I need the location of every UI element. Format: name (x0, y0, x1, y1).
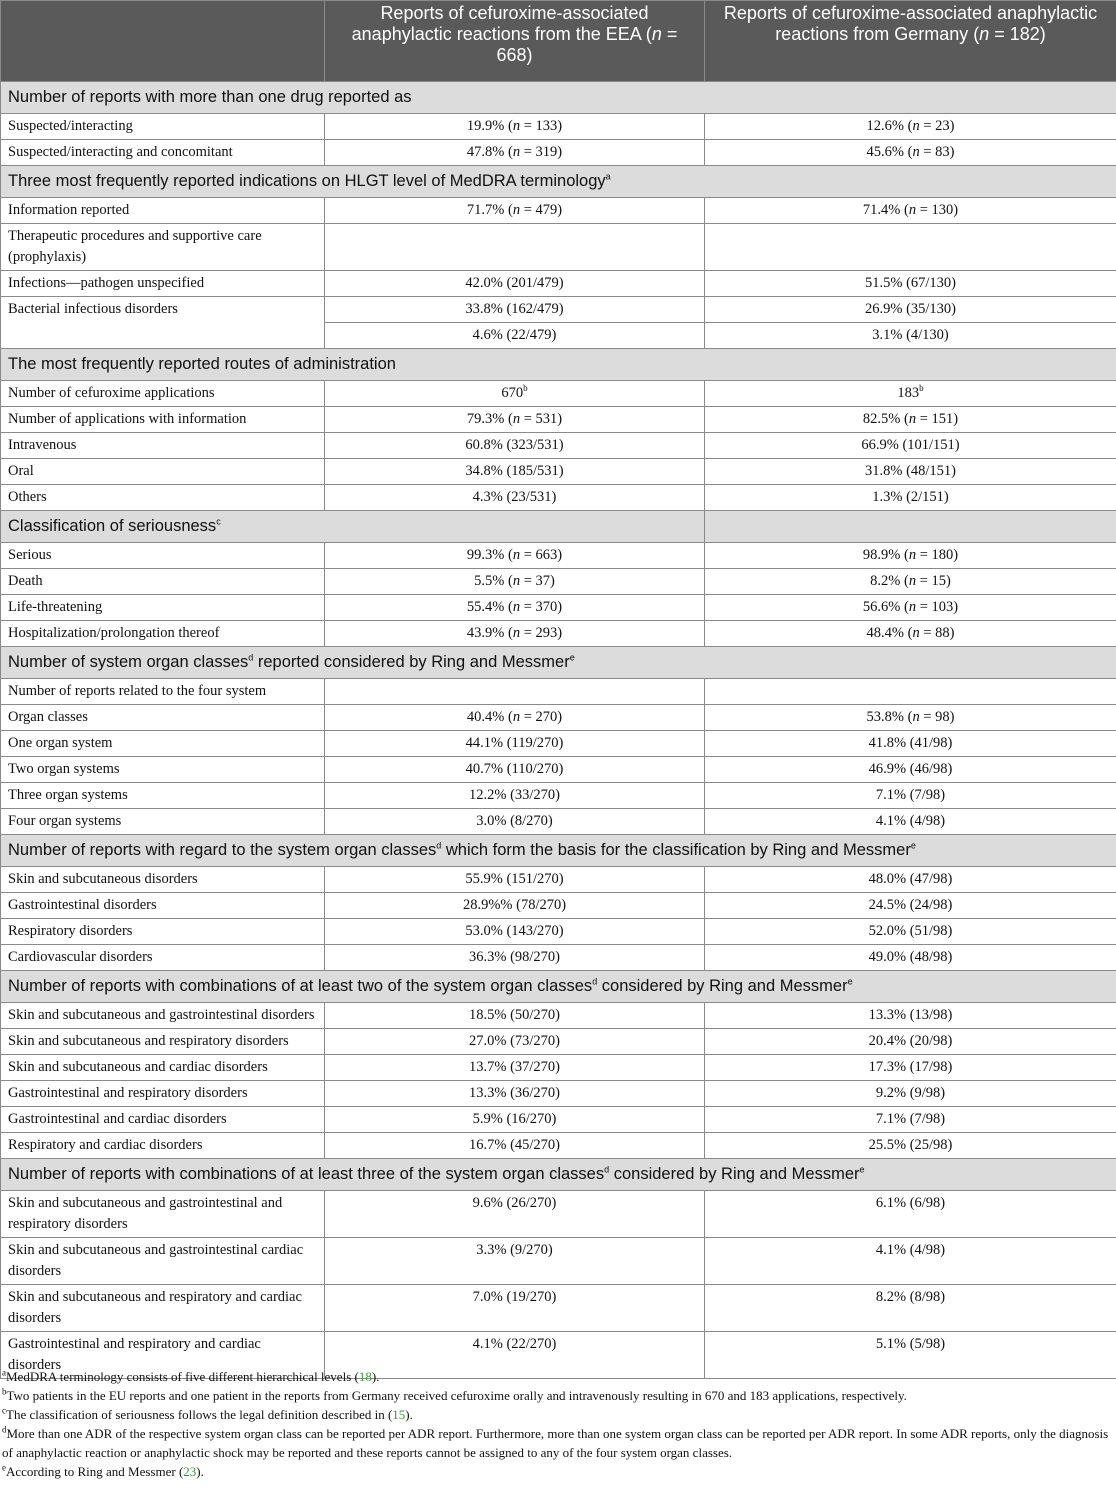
value-text: 4.6% (22/479) (472, 327, 557, 343)
value-text: 18.5% (50/270) (468, 1007, 560, 1023)
value-text: 5.1% (5/98) (875, 1336, 946, 1352)
value-cell (705, 407, 1116, 433)
value-cell (325, 783, 705, 809)
value-text: 3.3% (9/270) (476, 1242, 553, 1258)
section-title-text: which form the basis for the classification by Ring and Messmer (441, 841, 911, 859)
table-row (1, 1029, 1116, 1055)
section-title-text: The most frequently reported routes of administration (8, 355, 396, 373)
value-cell (325, 381, 705, 407)
value-text: 42.0% (201/479) (465, 275, 564, 291)
header-eea-count: = 668) (496, 24, 678, 65)
value-cell (325, 1029, 705, 1055)
section-title-text: considered by Ring and Messmer (597, 977, 848, 995)
value-cell (325, 433, 705, 459)
table-row (1, 945, 1116, 971)
section-title (1, 971, 1116, 1003)
row-label: Skin and subcutaneous and respiratory and cardiac disorders (1, 1285, 325, 1332)
header-germany-count: = 182) (989, 24, 1046, 44)
table-row (1, 459, 1116, 485)
value-cell (325, 1133, 705, 1159)
value-text: 66.9% (101/151) (861, 437, 960, 453)
value-text: 52.0% (51/98) (868, 923, 953, 939)
footnote-mark: d (2, 1424, 7, 1435)
value-cell (325, 595, 705, 621)
row-label: Respiratory disorders (1, 919, 325, 945)
value-text: 6.1% (6/98) (875, 1195, 946, 1211)
footnote-text: More than one ADR of the respective system organ class can be reported per ADR report. Furthermore, more than one system organ class can be reported per ADR report. In some ADR reports, only the diagnosis of anaphylactic reaction or anaphylactic shock may be reported and these reports cannot be assigned to any of the four system organ classes. (2, 1426, 1109, 1460)
value-text: 47.8% (n = 319) (466, 144, 563, 160)
table-row (1, 140, 1116, 166)
value-text: 3.0% (8/270) (476, 813, 553, 829)
footnote-mark: a (2, 1367, 6, 1378)
value-cell (705, 569, 1116, 595)
value-text: 56.6% (n = 103) (862, 599, 959, 615)
row-label: Life-threatening (1, 595, 325, 621)
value-text: 4.1% (4/98) (875, 1242, 946, 1258)
row-label: Gastrointestinal and respiratory disorders (1, 1081, 325, 1107)
value-cell (705, 595, 1116, 621)
value-cell (705, 198, 1116, 224)
value-text: 48.0% (47/98) (868, 871, 953, 887)
value-cell (705, 1238, 1116, 1285)
table-row (1, 1238, 1116, 1285)
value-cell (705, 433, 1116, 459)
value-cell (325, 1238, 705, 1285)
row-label: Cardiovascular disorders (1, 945, 325, 971)
value-text: 71.4% (n = 130) (862, 202, 959, 218)
section-title-text: Number of system organ classes (8, 653, 249, 671)
value-text: 51.5% (67/130) (864, 275, 956, 291)
section-title (1, 1159, 1116, 1191)
row-label: Serious (1, 543, 325, 569)
value-text: 20.4% (20/98) (868, 1033, 953, 1049)
value-text: 26.9% (35/130) (864, 301, 956, 317)
value-cell (705, 1191, 1116, 1238)
value-text: 33.8% (162/479) (465, 301, 564, 317)
value-text: 31.8% (48/151) (864, 463, 956, 479)
section-empty-cell (705, 511, 1116, 543)
section-title (1, 349, 1116, 381)
section-title-text: Number of reports with more than one drug reported as (8, 88, 412, 106)
table-row (1, 569, 1116, 595)
value-cell (705, 945, 1116, 971)
value-cell (705, 809, 1116, 835)
value-text: 55.9% (151/270) (465, 871, 564, 887)
section-header-row (1, 971, 1116, 1003)
value-text: 5.5% (n = 37) (474, 573, 555, 589)
header-row (1, 1, 1116, 82)
value-text: 9.2% (9/98) (875, 1085, 946, 1101)
table-row (1, 407, 1116, 433)
value-text: 82.5% (n = 151) (862, 411, 959, 427)
table-body (1, 82, 1116, 1379)
row-label: Skin and subcutaneous and gastrointestinal and respiratory disorders (1, 1191, 325, 1238)
footnote-text: ). (196, 1464, 204, 1479)
table-row (1, 595, 1116, 621)
footnote-mark: d (436, 840, 442, 851)
value-cell (705, 323, 1116, 349)
footnote-text: ). (371, 1369, 380, 1384)
footnote (2, 1424, 1114, 1462)
row-label: Respiratory and cardiac disorders (1, 1133, 325, 1159)
value-cell (325, 140, 705, 166)
table-row (1, 485, 1116, 511)
value-cell (325, 297, 705, 323)
section-header-row (1, 511, 1116, 543)
value-text: 7.0% (19/270) (472, 1289, 557, 1305)
value-text: 13.3% (36/270) (468, 1085, 560, 1101)
value-text: 9.6% (26/270) (472, 1195, 557, 1211)
row-label: Gastrointestinal disorders (1, 893, 325, 919)
footnote-mark: e (847, 976, 853, 987)
row-label: Intravenous (1, 433, 325, 459)
value-cell (325, 1285, 705, 1332)
table-row (1, 1285, 1116, 1332)
value-cell (325, 1055, 705, 1081)
footnote-mark: b (2, 1386, 7, 1397)
row-label: Skin and subcutaneous and gastrointestinal cardiac disorders (1, 1238, 325, 1285)
table-row (1, 757, 1116, 783)
footnote-text: According to Ring and Messmer ( (6, 1464, 184, 1479)
value-cell (705, 705, 1116, 731)
section-title-text: reported considered by Ring and Messmer (253, 653, 570, 671)
row-label: Suspected/interacting and concomitant (1, 140, 325, 166)
footnote (2, 1367, 1114, 1386)
value-text: 40.7% (110/270) (465, 761, 564, 777)
value-text: 4.1% (4/98) (875, 813, 946, 829)
value-cell (705, 1107, 1116, 1133)
table-row (1, 809, 1116, 835)
section-title-text: considered by Ring and Messmer (609, 1165, 860, 1183)
value-text: 7.1% (7/98) (875, 1111, 946, 1127)
row-label: Hospitalization/prolongation thereof (1, 621, 325, 647)
table-row (1, 731, 1116, 757)
value-cell (325, 679, 705, 705)
value-cell (325, 271, 705, 297)
value-text: 5.9% (16/270) (472, 1111, 557, 1127)
value-cell (705, 114, 1116, 140)
value-text: 44.1% (119/270) (465, 735, 564, 751)
footnote-mark: d (604, 1164, 610, 1175)
row-label: Skin and subcutaneous and respiratory disorders (1, 1029, 325, 1055)
section-header-row (1, 1159, 1116, 1191)
value-text: 45.6% (n = 83) (866, 144, 955, 160)
value-cell (325, 543, 705, 569)
value-cell (325, 705, 705, 731)
section-header-row (1, 835, 1116, 867)
value-cell (705, 1133, 1116, 1159)
row-label: Gastrointestinal and cardiac disorders (1, 1107, 325, 1133)
footnote-text: The classification of seriousness follows the legal definition described in ( (6, 1407, 393, 1422)
value-cell (705, 271, 1116, 297)
section-header-row (1, 349, 1116, 381)
value-cell (705, 1081, 1116, 1107)
value-cell (705, 485, 1116, 511)
footnote-text: Two patients in the EU reports and one patient in the reports from Germany received cefuroxime orally and intravenously resulting in 670 and 183 applications, respectively. (6, 1388, 907, 1403)
footnote-mark: d (592, 976, 598, 987)
footnote-mark: b (919, 383, 924, 394)
row-label: Skin and subcutaneous and cardiac disorders (1, 1055, 325, 1081)
row-label: Others (1, 485, 325, 511)
footnote-mark: e (859, 1164, 865, 1175)
row-label: Skin and subcutaneous disorders (1, 867, 325, 893)
footnote-mark: e (910, 840, 916, 851)
section-title-text: Classification of seriousness (8, 517, 217, 535)
footnote-text: ). (405, 1407, 413, 1422)
reference-link[interactable]: 18 (358, 1369, 372, 1384)
value-text: 12.6% (n = 23) (866, 118, 955, 134)
table-row (1, 1055, 1116, 1081)
footnote-mark: c (2, 1405, 6, 1416)
value-text: 13.3% (13/98) (868, 1007, 953, 1023)
value-cell (705, 1285, 1116, 1332)
value-text: 53.8% (n = 98) (866, 709, 955, 725)
value-text: 36.3% (98/270) (468, 949, 560, 965)
value-cell (705, 757, 1116, 783)
row-label: Bacterial infectious disorders (1, 297, 325, 349)
value-cell (705, 1003, 1116, 1029)
table-row (1, 198, 1116, 224)
value-cell (325, 323, 705, 349)
value-cell (705, 783, 1116, 809)
value-text: 13.7% (37/270) (468, 1059, 560, 1075)
header-eea (325, 1, 705, 82)
value-cell (325, 893, 705, 919)
footnote (2, 1386, 1114, 1405)
row-label: Two organ systems (1, 757, 325, 783)
section-header-row (1, 166, 1116, 198)
table-row (1, 893, 1116, 919)
value-text: 1.3% (2/151) (872, 489, 949, 505)
value-text: 41.8% (41/98) (868, 735, 953, 751)
row-label: Organ classes (1, 705, 325, 731)
table-row (1, 705, 1116, 731)
value-cell (705, 1029, 1116, 1055)
value-cell (325, 867, 705, 893)
value-cell (325, 114, 705, 140)
value-text: 48.4% (n = 88) (866, 625, 955, 641)
value-text: 4.3% (23/531) (472, 489, 557, 505)
row-label: Death (1, 569, 325, 595)
row-label: One organ system (1, 731, 325, 757)
footnote-mark: c (216, 516, 221, 527)
value-cell (325, 459, 705, 485)
row-label: Oral (1, 459, 325, 485)
value-cell (325, 485, 705, 511)
row-label: Gastrointestinal and respiratory and cardiac disorders (1, 1332, 325, 1379)
value-text: 27.0% (73/270) (468, 1033, 560, 1049)
value-text: 3.1% (4/130) (872, 327, 949, 343)
value-text: 8.2% (n = 15) (870, 573, 951, 589)
value-text: 17.3% (17/98) (868, 1059, 953, 1075)
header-eea-n: n (651, 24, 662, 44)
footnote-text: MedDRA terminology consists of five different hierarchical levels ( (6, 1369, 359, 1384)
row-label: Four organ systems (1, 809, 325, 835)
value-text: 24.5% (24/98) (868, 897, 953, 913)
value-cell (325, 407, 705, 433)
value-text: 98.9% (n = 180) (862, 547, 959, 563)
section-header-row (1, 647, 1116, 679)
value-cell (325, 945, 705, 971)
value-text: 7.1% (7/98) (875, 787, 946, 803)
row-label: Information reported (1, 198, 325, 224)
value-text: 25.5% (25/98) (868, 1137, 953, 1153)
value-cell (325, 731, 705, 757)
value-cell (705, 140, 1116, 166)
value-cell (325, 809, 705, 835)
header-eea-text: Reports of cefuroxime-associated anaphylactic reactions from the EEA ( (351, 3, 652, 44)
footnote (2, 1462, 1114, 1481)
table-row (1, 381, 1116, 407)
value-text: 53.0% (143/270) (465, 923, 564, 939)
table-row (1, 867, 1116, 893)
value-text: 34.8% (185/531) (465, 463, 564, 479)
header-empty-cell (1, 1, 325, 82)
table-row (1, 1191, 1116, 1238)
value-cell (325, 757, 705, 783)
section-title (1, 166, 1116, 198)
section-title-text: Number of reports with combinations of at least three of the system organ classes (8, 1165, 605, 1183)
value-cell (705, 679, 1116, 705)
value-cell (705, 381, 1116, 407)
value-cell (705, 297, 1116, 323)
value-text: 79.3% (n = 531) (466, 411, 563, 427)
value-text: 16.7% (45/270) (468, 1137, 560, 1153)
value-cell (325, 919, 705, 945)
section-title (1, 82, 1116, 114)
value-text: 8.2% (8/98) (875, 1289, 946, 1305)
footnote-mark: e (2, 1462, 6, 1473)
section-title-text: Three most frequently reported indications on HLGT level of MedDRA terminology (8, 172, 606, 190)
value-cell (705, 224, 1116, 271)
value-text: 28.9%% (78/270) (462, 897, 567, 913)
header-germany-text: Reports of cefuroxime-associated anaphylactic reactions from Germany ( (723, 3, 1098, 44)
reference-link[interactable]: 23 (183, 1464, 197, 1479)
footnote-mark: a (605, 171, 611, 182)
table-row (1, 621, 1116, 647)
value-text: 183 (897, 385, 920, 401)
value-cell (325, 569, 705, 595)
value-cell (705, 459, 1116, 485)
row-label: Number of cefuroxime applications (1, 381, 325, 407)
table-row (1, 114, 1116, 140)
section-title (1, 647, 1116, 679)
value-text: 60.8% (323/531) (465, 437, 564, 453)
row-label: Infections—pathogen unspecified (1, 271, 325, 297)
value-text: 43.9% (n = 293) (466, 625, 563, 641)
footnote (2, 1405, 1114, 1424)
value-cell (705, 893, 1116, 919)
value-text: 99.3% (n = 663) (466, 547, 563, 563)
section-title-text: Number of reports with combinations of at least two of the system organ classes (8, 977, 593, 995)
section-title (1, 511, 705, 543)
table-row (1, 433, 1116, 459)
row-label: Number of reports related to the four system (1, 679, 325, 705)
value-text: 40.4% (n = 270) (466, 709, 563, 725)
value-cell (705, 919, 1116, 945)
value-cell (325, 224, 705, 271)
table-row (1, 271, 1116, 297)
table-row (1, 919, 1116, 945)
row-label: Suspected/interacting (1, 114, 325, 140)
value-text: 46.9% (46/98) (868, 761, 953, 777)
value-cell (705, 543, 1116, 569)
row-label: Number of applications with information (1, 407, 325, 433)
value-text: 19.9% (n = 133) (466, 118, 563, 134)
value-cell (325, 198, 705, 224)
value-text: 670 (501, 385, 524, 401)
table-row (1, 297, 1116, 323)
value-cell (325, 1081, 705, 1107)
value-text: 12.2% (33/270) (468, 787, 560, 803)
footnotes (0, 1367, 1114, 1481)
value-cell (325, 1191, 705, 1238)
value-text: 71.7% (n = 479) (466, 202, 563, 218)
value-text: 4.1% (22/270) (472, 1336, 557, 1352)
row-label: Therapeutic procedures and supportive care (prophylaxis) (1, 224, 325, 271)
section-title-text: Number of reports with regard to the system organ classes (8, 841, 437, 859)
footnote-mark: b (523, 383, 528, 394)
footnote-mark: e (569, 652, 575, 663)
value-cell (325, 1003, 705, 1029)
header-germany (705, 1, 1116, 82)
reference-link[interactable]: 15 (392, 1407, 406, 1422)
table-row (1, 1081, 1116, 1107)
table-row (1, 1003, 1116, 1029)
row-label: Three organ systems (1, 783, 325, 809)
table-row (1, 1133, 1116, 1159)
value-text: 55.4% (n = 370) (466, 599, 563, 615)
footnote-mark: d (248, 652, 254, 663)
section-header-row (1, 82, 1116, 114)
row-label: Skin and subcutaneous and gastrointestinal disorders (1, 1003, 325, 1029)
value-cell (705, 621, 1116, 647)
value-cell (325, 621, 705, 647)
table-row (1, 543, 1116, 569)
table-row (1, 1107, 1116, 1133)
section-title (1, 835, 1116, 867)
value-cell (705, 867, 1116, 893)
header-germany-n: n (979, 24, 990, 44)
table-row (1, 224, 1116, 271)
value-cell (705, 1055, 1116, 1081)
value-cell (705, 731, 1116, 757)
value-cell (325, 1107, 705, 1133)
value-text: 49.0% (48/98) (868, 949, 953, 965)
table-row (1, 783, 1116, 809)
table-row (1, 679, 1116, 705)
